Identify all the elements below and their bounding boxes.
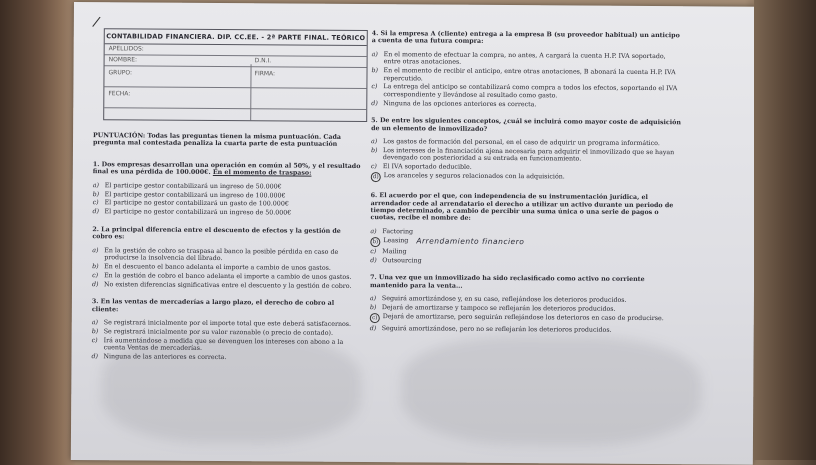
option-text: Seguirá amortizándose, pero no se reflejarán los deterioros producidos. (381, 324, 612, 334)
question-underlined: En el momento de traspaso: (212, 169, 312, 177)
option-text: El IVA soportado deducible. (382, 163, 472, 171)
option[interactable] (92, 272, 362, 281)
question-number: 1. (92, 160, 100, 168)
option-letter: c) (370, 248, 377, 256)
option-text: Se registrará inicialmente por su valor razonable (o precio de contado). (103, 328, 334, 337)
option-letter: b) (92, 263, 99, 271)
nombre-label: NOMBRE: (108, 56, 138, 64)
question-stem: El acuerdo por el que, con independencia de su instrumentación jurídica, el arrendador cede al arrendatario el derecho a utilizar un activo durante un periodo de tiempo determinado, a cambio de percibir una suma única o una serie de pagos o cuotas, recibe el nombre de: (370, 192, 674, 223)
question-text (370, 192, 682, 224)
option-text: Factoring (382, 227, 414, 236)
apellidos-label: APELLIDOS: (108, 45, 144, 53)
option[interactable] (93, 182, 363, 191)
question-number: 5. (371, 117, 378, 125)
option[interactable] (370, 325, 682, 335)
option-text: Los gastos de formación del personal, en el caso de adquirir un programa informático. (383, 138, 660, 148)
right-column (370, 30, 684, 336)
option-text: En el descuento el banco adelanta el importe a cambio de unos gastos. (104, 263, 331, 272)
option[interactable] (371, 67, 683, 84)
option[interactable] (371, 147, 683, 164)
instructions: PUNTUACIÓN: Todas las preguntas tienen la misma puntuación. Cada pregunta mal contestada penaliza la cuarta parte de esta puntuación (92, 132, 341, 149)
question-6 (370, 192, 682, 267)
option[interactable] (370, 295, 682, 305)
option-text: Ninguna de las opciones anteriores es correcta. (383, 99, 537, 108)
left-column (91, 132, 363, 364)
question-number: 6. (370, 192, 378, 200)
question-1 (93, 161, 363, 218)
question-text (93, 161, 363, 178)
student-info-table (103, 28, 368, 122)
option-letter: a) (371, 50, 378, 58)
option-letter: c) (91, 336, 98, 344)
option-text: En el momento de recibir el anticipo, entre otras anotaciones, B abonará la cuenta H.P. IVA repercutido. (383, 67, 676, 82)
question-text (92, 226, 362, 243)
option[interactable] (92, 247, 362, 264)
option-selected[interactable] (371, 172, 683, 184)
option-text: Los aranceles y seguros relacionados con la adquisición. (383, 172, 565, 181)
option-text: El participe gestor contabilizará un ingreso de 50.000€ (104, 181, 282, 191)
option-text: Los intereses de la financiación ajena necesaria para adquirir el inmovilizado que se hayan devengado con posterioridad a su entrada en funcionamiento. (382, 147, 675, 163)
question-4 (371, 30, 684, 109)
option-letter: c) (370, 163, 377, 171)
question-text (372, 30, 684, 47)
option[interactable] (92, 263, 362, 272)
question-number: 2. (92, 225, 100, 233)
table-divider (250, 64, 251, 120)
firma-label: FIRMA: (254, 70, 276, 78)
option-letter: c) (92, 271, 99, 279)
option-selected[interactable] (370, 237, 682, 249)
dni-label: D.N.I. (254, 57, 272, 65)
option-text: Irá aumentándose a medida que se devenguen los intereses con abono a la cuenta Ventas de mercaderías. (103, 336, 344, 353)
question-7 (370, 275, 682, 335)
grupo-row (104, 66, 366, 89)
option-letter: c) (92, 199, 99, 207)
option-letter: b) (91, 327, 99, 335)
option-text: El participe no gestor contabilizará un gasto de 100.000€ (104, 199, 289, 208)
option-text: En la gestión de cobro el banco adelanta el importe a cambio de unos gastos. (104, 271, 352, 281)
option[interactable] (372, 51, 684, 68)
option[interactable] (92, 281, 362, 290)
option-text: El participe gestor contabilizará un ingreso de 100.000€ (104, 190, 286, 200)
question-stem: De entre los siguientes conceptos, ¿cuál se incluirá como mayor coste de adquisición de un elemento de inmovilizado? (371, 117, 681, 133)
question-text (92, 298, 362, 315)
option-letter: a) (371, 138, 378, 146)
desk-edge (754, 0, 816, 460)
question-stem: Una vez que un inmovilizado ha sido reclasificado como activo no corriente mantenido para la venta... (370, 274, 645, 290)
option-letter: d) (370, 257, 377, 265)
question-5 (371, 117, 683, 184)
exam-sheet (71, 2, 756, 465)
option-letter-circled: c) (370, 313, 380, 323)
option-letter: d) (91, 353, 99, 361)
option[interactable] (370, 257, 682, 267)
option-letter: d) (92, 208, 100, 216)
exam-title: CONTABILIDAD FINANCIERA. DIP. CC.EE. - 2ª PARTE FINAL. TEÓRICO (105, 29, 367, 46)
option-text: Mailing (382, 248, 407, 256)
option-letter: b) (370, 146, 378, 154)
option[interactable] (371, 163, 683, 173)
option[interactable] (93, 200, 363, 209)
scan-shadow (401, 334, 702, 446)
question-number: 3. (91, 298, 99, 306)
option-letter: d) (369, 324, 377, 332)
option-selected[interactable] (370, 313, 682, 325)
option-letter: b) (369, 304, 377, 312)
option-text: Dejará de amortizarse y tampoco se reflejarán los deterioros producidos. (381, 304, 616, 313)
option-text: No existen diferencias significativas entre el descuento y la gestión de cobro. (104, 280, 352, 290)
option-text: En la gestión de cobro se traspasa al banco la posible pérdida en caso de producirse la insolvencia del librado. (104, 246, 339, 263)
option[interactable] (93, 208, 363, 217)
option-text: Seguirá amortizándose y, en su caso, reflejándose los deterioros producidos. (381, 295, 627, 305)
question-stem: En las ventas de mercaderías a largo plazo, el derecho de cobro al cliente: (91, 298, 335, 313)
option-letter: a) (92, 181, 99, 189)
option-text: Se registrará inicialmente por el importe total que este deberá satisfacernos. (103, 319, 352, 328)
option-letter: d) (371, 99, 378, 107)
question-text (370, 275, 682, 292)
option-letter: d) (92, 280, 99, 288)
option[interactable] (371, 138, 683, 148)
option-text: Dejará de amortizarse, pero seguirán reflejándose los deterioros en caso de producirse. (382, 313, 664, 323)
option[interactable] (93, 191, 363, 200)
option[interactable] (92, 319, 362, 328)
question-stem: La principal diferencia entre el descuento de efectos y la gestión de cobro es: (92, 225, 341, 241)
option-text: Outsourcing (382, 257, 422, 265)
option-letter: c) (371, 83, 378, 91)
question-text (371, 117, 683, 134)
question-stem: Dos empresas desarrollan una operación en común al 50%, y el resultado final es una pérdida de 100.000€. (92, 161, 361, 177)
option-letter-circled: b) (370, 237, 380, 247)
question-number: 4. (371, 30, 379, 38)
option-letter-circled: d) (371, 172, 381, 182)
option-text: Ninguna de las anteriores es correcta. (103, 353, 227, 362)
scan-shadow (101, 332, 362, 444)
option-text: El participe no gestor contabilizará un ingreso de 50.000€ (104, 208, 292, 217)
option[interactable] (371, 84, 683, 101)
question-number: 7. (370, 274, 377, 282)
option[interactable] (370, 304, 682, 314)
fecha-row (104, 87, 366, 110)
pen-tick-mark: / (91, 13, 102, 31)
option-letter: b) (92, 190, 100, 198)
question-stem: Si la empresa A (cliente) entrega a la empresa B (su proveedor habitual) un anticipo a cuenta de una futura compra: (371, 30, 680, 46)
option-text: Leasing (383, 236, 409, 244)
option-letter: a) (370, 227, 377, 235)
option-letter: a) (91, 319, 99, 327)
option[interactable] (371, 100, 683, 110)
handwritten-note: Arrendamiento financiero (416, 236, 525, 246)
option-letter: b) (371, 67, 379, 75)
fecha-label: FECHA: (108, 90, 131, 98)
option-letter: a) (369, 295, 377, 303)
option-letter: a) (92, 246, 99, 254)
question-2 (92, 226, 362, 290)
grupo-label: GRUPO: (108, 69, 132, 77)
option-text: En el momento de efectuar la compra, no antes, A cargará la cuenta H.P. IVA soportado, entre otras anotaciones. (383, 50, 666, 66)
option-text: La entrega del anticipo se contabilizará como compra a todos los efectos, soportando el IVA correspondiente y llevándose al resultado como gasto. (383, 83, 678, 100)
option[interactable] (370, 248, 682, 258)
